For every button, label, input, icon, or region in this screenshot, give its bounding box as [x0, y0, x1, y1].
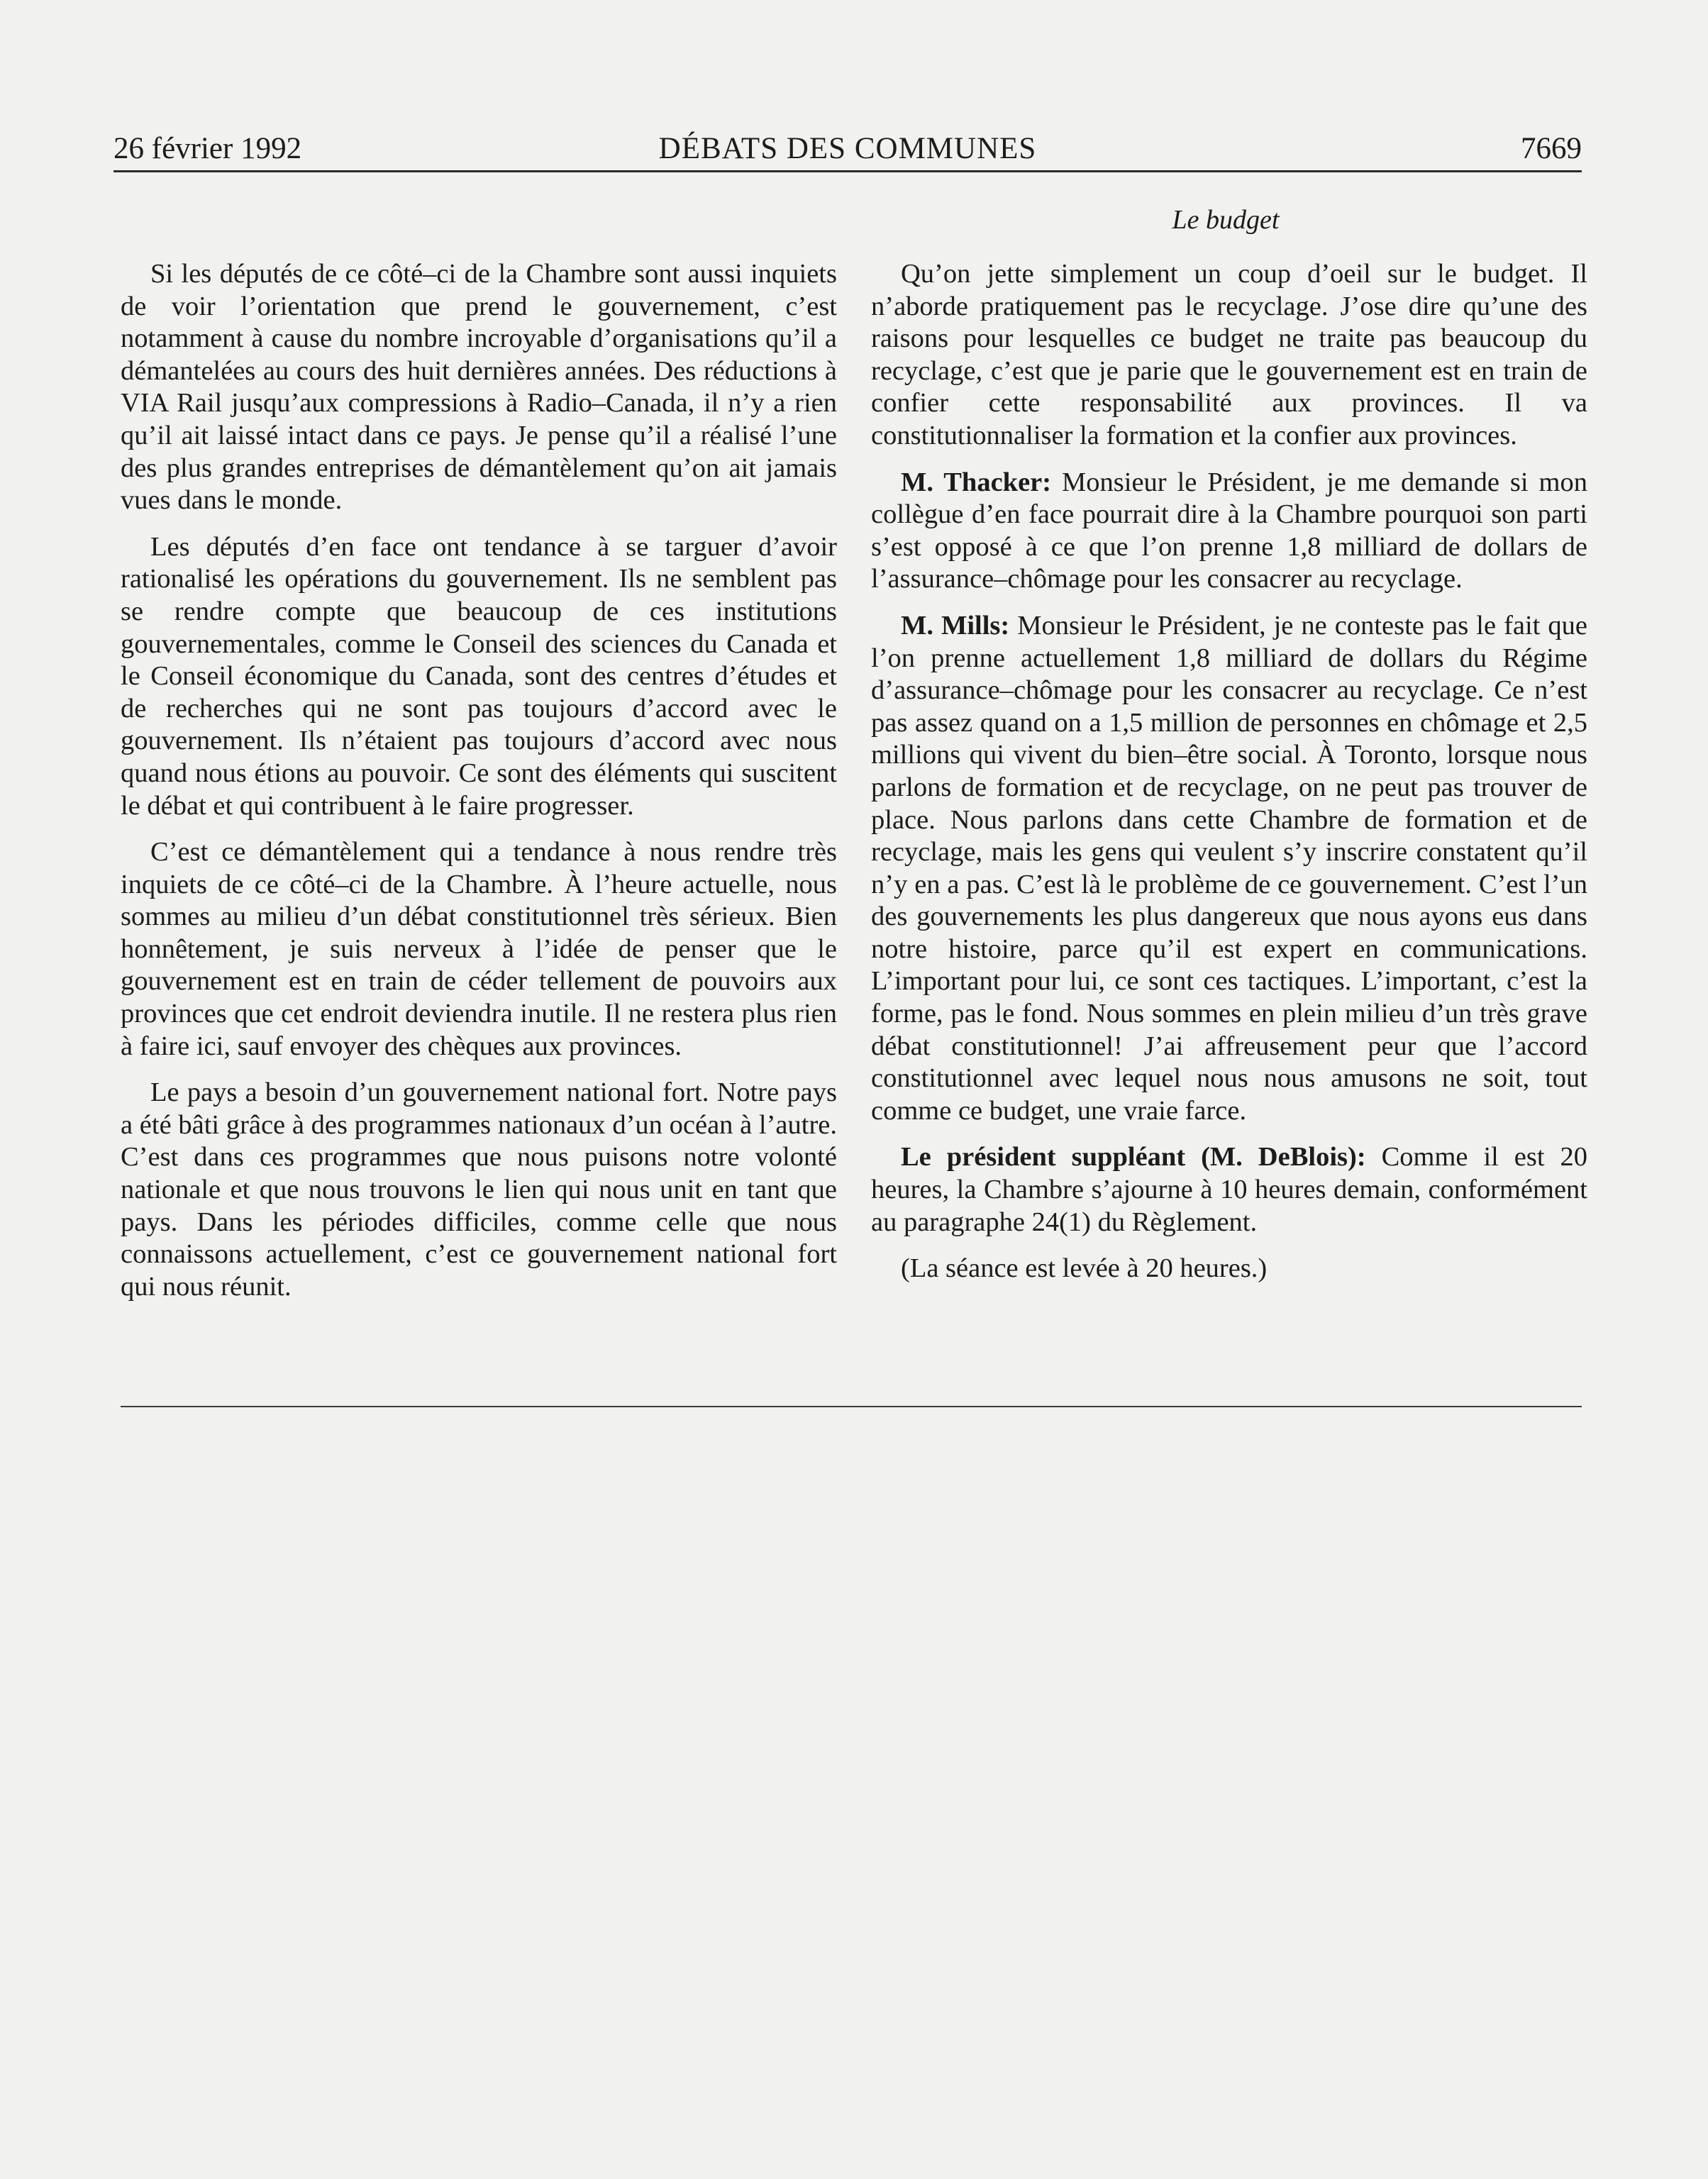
paragraph: Le pays a besoin d’un gouvernement national fort. Notre pays a été bâti grâce à des programmes nationaux d’un océan à l’autre. C’est dans ces programmes que nous puisons notre volonté nationale et que nous trouvons le lien qui nous unit en tant que pays. Dans les périodes difficiles, comme celle que nous connaissons actuellement, c’est ce gouvernement national fort qui nous réunit.: [121, 1077, 837, 1302]
header-rule: [113, 170, 1582, 172]
paragraph: Les députés d’en face ont tendance à se targuer d’avoir rationalisé les opérations du gouvernement. Ils ne semblent pas se rendre compte que beaucoup de ces institutions gouvernementales, comme le Conseil des sciences du Canada et le Conseil économique du Canada, sont des centres d’études et de recherches qui ne sont pas toujours d’accord avec le gouvernement. Ils n’étaient pas toujours d’accord avec nous quand nous étions au pouvoir. Ce sont des éléments qui suscitent le débat et qui contribuent à le faire progresser.: [121, 531, 837, 821]
speaker-name: Le président suppléant (M. DeBlois):: [901, 1142, 1366, 1172]
adjournment-note: (La séance est levée à 20 heures.): [901, 1253, 1268, 1284]
intervention-thacker: [871, 467, 1587, 596]
left-column: [121, 258, 837, 1317]
speaker-name: M. Mills:: [901, 610, 1010, 641]
right-column: [871, 258, 1587, 1299]
publication-title: DÉBATS DES COMMUNES: [658, 132, 1037, 165]
speech-text: Monsieur le Président, je ne conteste pas le fait que l’on prenne actuellement 1,8 milliard de dollars du Régime d’assurance–chômage pour les consacrer au recyclage. Ce n’est pas assez quand on a 1,5 million de personnes en chômage et 2,5 millions qui vivent du bien–être social. À Toronto, lorsque nous parlons de formation et de recyclage, on ne peut pas trouver de place. Nous parlons dans cette Chambre de formation et de recyclage, mais les gens qui veulent s’y inscrire constatent qu’il n’y en a pas. C’est là le problème de ce gouvernement. C’est l’un des gouvernements les plus dangereux que nous ayons eus dans notre histoire, parce qu’il est expert en communications. L’important pour lui, ce sont ces tactiques. L’important, c’est la forme, pas le fond. Nous sommes en plein milieu d’un très grave débat constitutionnel! J’ai affreusement peur que l’accord constitutionnel avec lequel nous nous amusons ne soit, tout comme ce budget, une vraie farce.: [871, 610, 1587, 1126]
paragraph: C’est ce démantèlement qui a tendance à nous rendre très inquiets de ce côté–ci de la Chambre. À l’heure actuelle, nous sommes au milieu d’un débat constitutionnel très sérieux. Bien honnêtement, je suis nerveux à l’idée de penser que le gouvernement est en train de céder tellement de pouvoirs aux provinces que cet endroit deviendra inutile. Il ne restera plus rien à faire ici, sauf envoyer des chèques aux provinces.: [121, 837, 837, 1061]
speech-text: Comme il est 20 heures, la Chambre s’ajourne à 10 heures demain, conformément au paragraphe 24(1) du Règlement.: [871, 1142, 1588, 1237]
paragraph: Si les députés de ce côté–ci de la Chambre sont aussi inquiets de voir l’orientation que prend le gouvernement, c’est notamment à cause du nombre incroyable d’organisations qu’il a démantelées au cours des huit dernières années. Des réductions à VIA Rail jusqu’aux compressions à Radio–Canada, il n’y a rien qu’il ait laissé intact dans ce pays. Je pense qu’il a réalisé l’une des plus grandes entreprises de démantèlement qu’on ait jamais vues dans le monde.: [121, 259, 837, 516]
header-date: 26 février 1992: [113, 132, 302, 165]
paragraph: Qu’on jette simplement un coup d’oeil sur le budget. Il n’aborde pratiquement pas le recyclage. J’ose dire qu’une des raisons pour lesquelles ce budget ne traite pas beaucoup du recyclage, c’est que je parie que le gouvernement est en train de confier cette responsabilité aux provinces. Il va constitutionnaliser la formation et la confier aux provinces.: [871, 259, 1587, 450]
section-title: Le budget: [1172, 205, 1280, 235]
speech-text: Monsieur le Président, je me demande si mon collègue d’en face pourrait dire à la Chambre pourquoi son parti s’est opposé à ce que l’on prenne 1,8 milliard de dollars de l’assurance–chômage pour les consacrer au recyclage.: [871, 467, 1587, 594]
page-number: 7669: [1521, 132, 1582, 165]
intervention-mills: [871, 610, 1587, 1128]
speaker-name: M. Thacker:: [901, 467, 1052, 497]
end-rule: [121, 1406, 1582, 1407]
intervention-president: [871, 1141, 1587, 1238]
page-header: [113, 128, 1582, 170]
